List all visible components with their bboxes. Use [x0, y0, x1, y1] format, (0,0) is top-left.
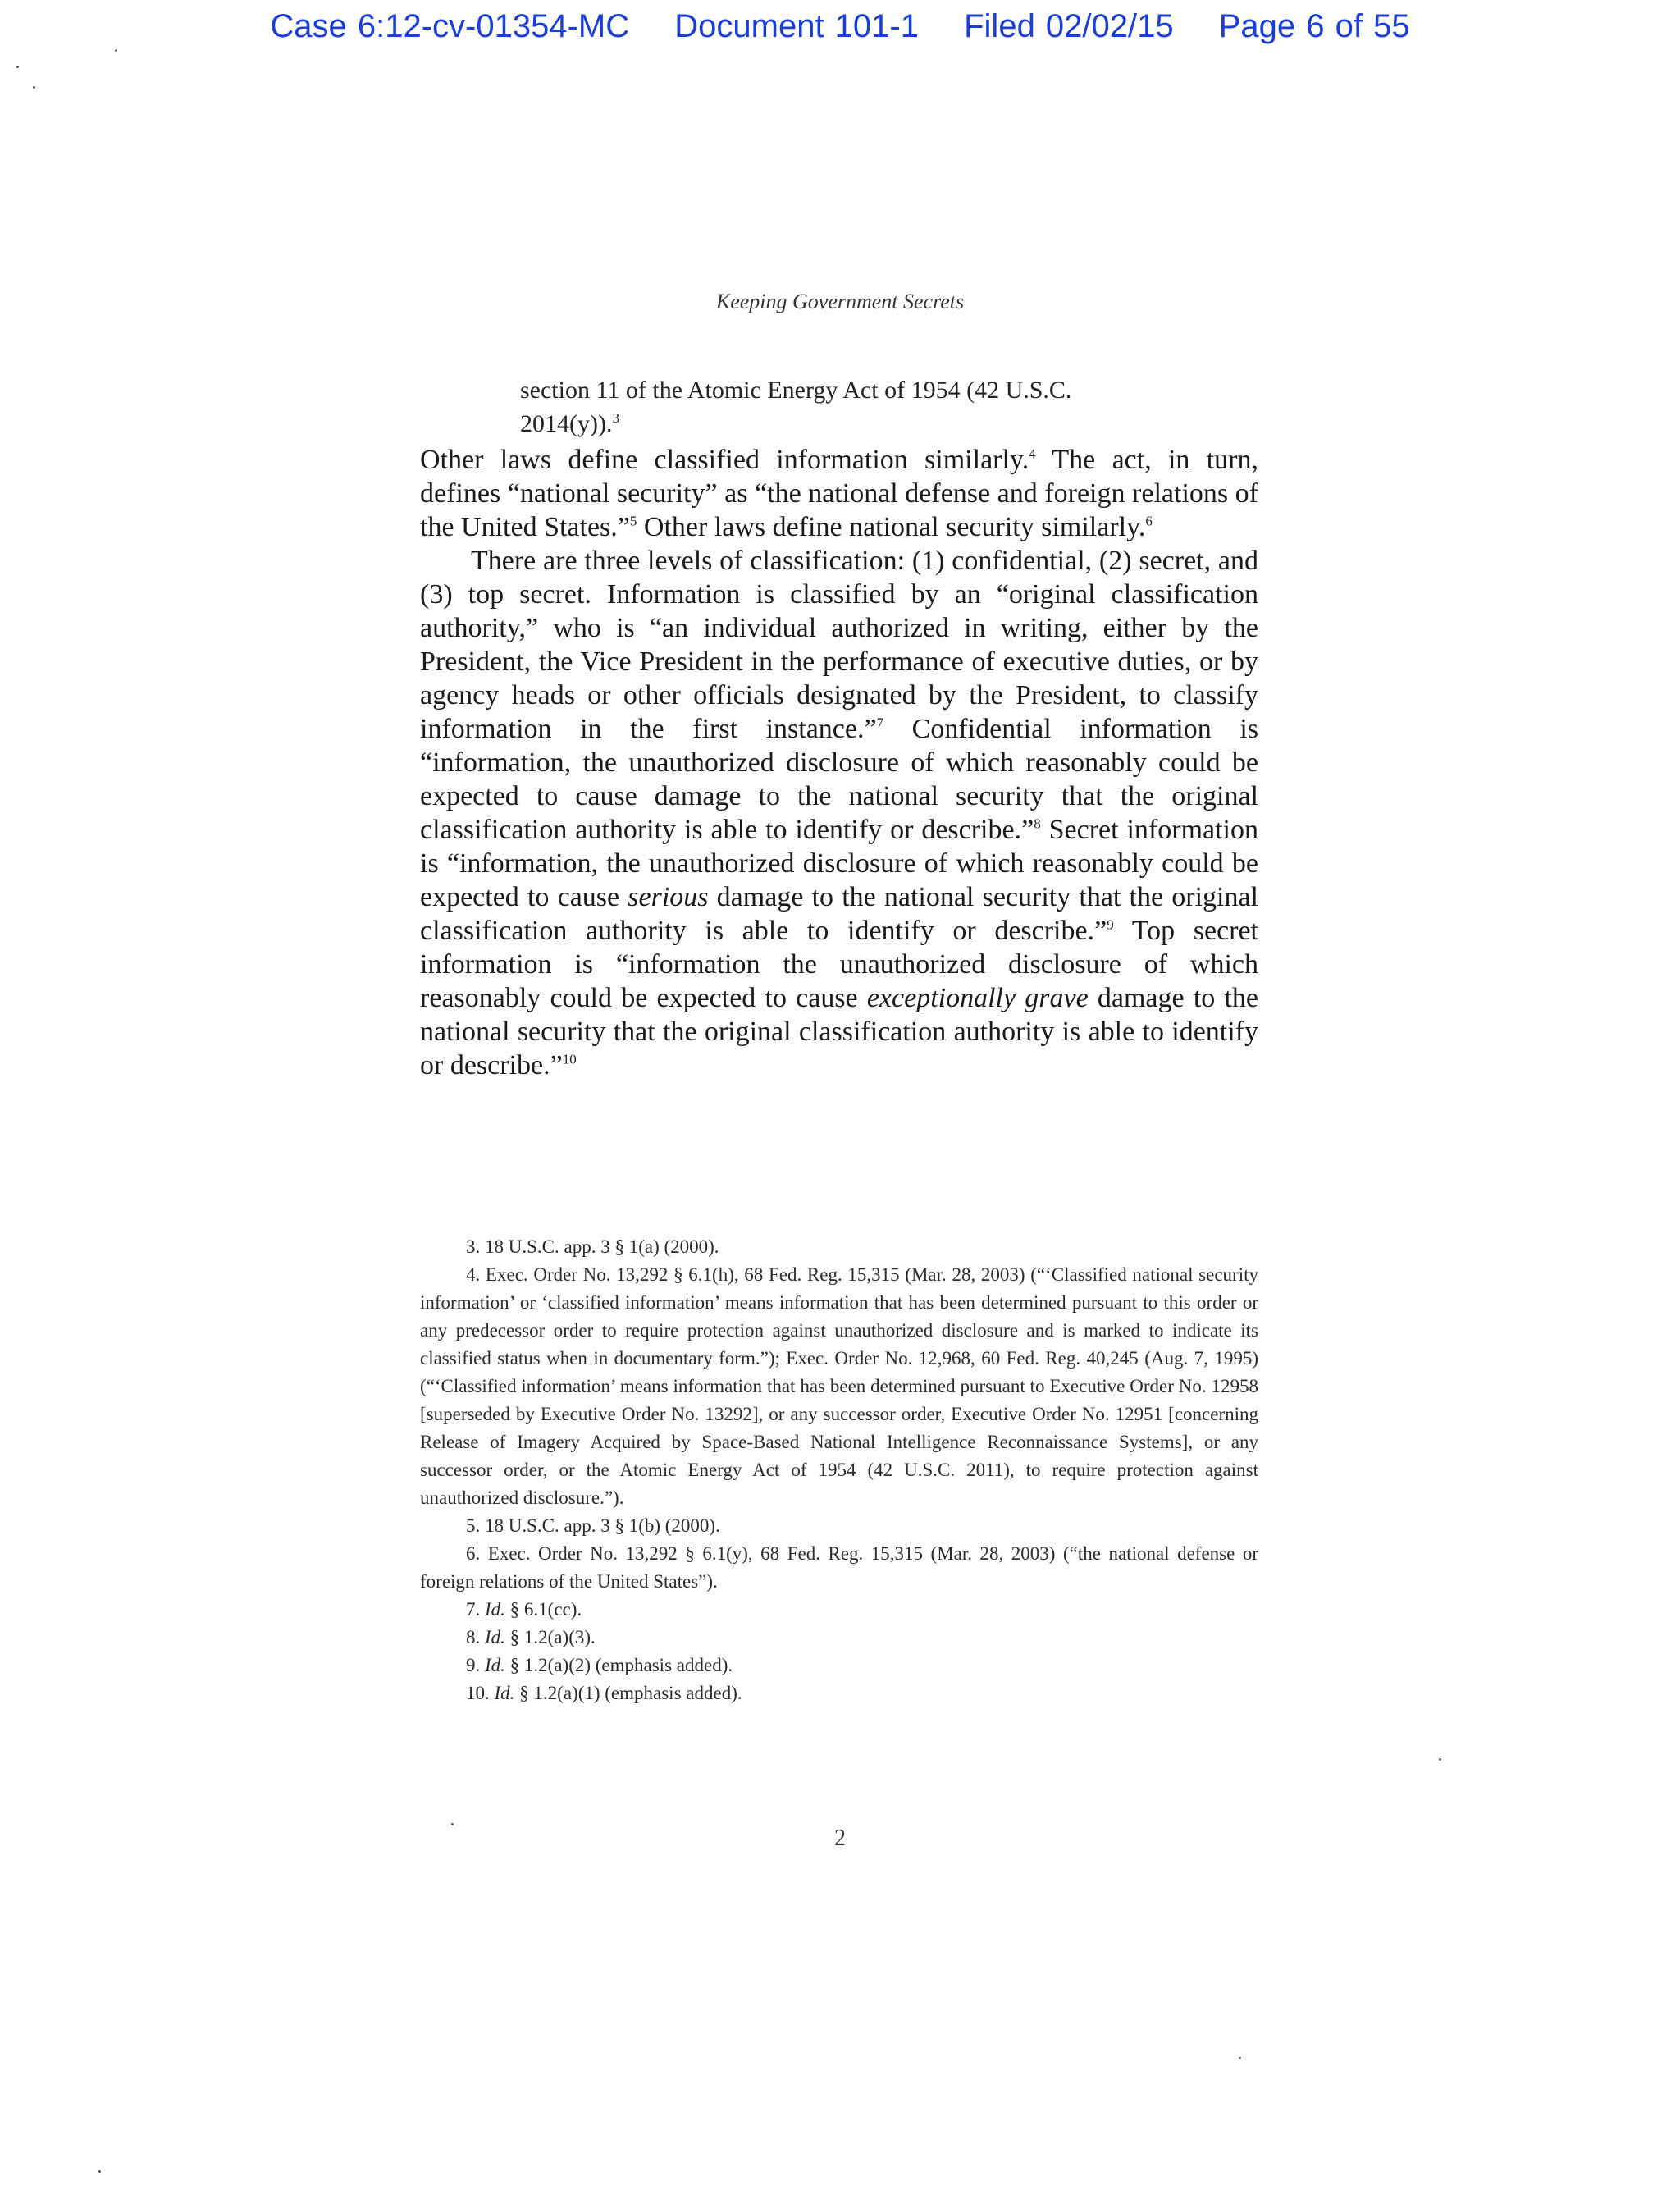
footnote-ref: 6 — [1145, 513, 1153, 529]
sentence: Secret information is “information, the unauthorized disclosure of which reasonably could be expected to cause — [420, 815, 1258, 912]
scan-speck — [98, 2170, 101, 2173]
scan-speck — [16, 66, 19, 68]
scan-speck — [115, 49, 117, 52]
case-number: Case 6:12-cv-01354-MC — [270, 8, 630, 44]
page-count: Page 6 of 55 — [1218, 8, 1410, 44]
footnote-ref: 3 — [612, 410, 619, 426]
id-citation: Id. — [485, 1627, 505, 1647]
footnote-number: 7. — [466, 1599, 485, 1620]
footnote-4: 4. Exec. Order No. 13,292 § 6.1(h), 68 Fed. Reg. 15,315 (Mar. 28, 2003) (“‘Classified national security information’ or ‘classified information’ means information that has been determined pursuant to this order or any predecessor order to require protection against unauthorized disclosure and is marked to indicate its classified status when in documentary form.”); Exec. Order No. 12,968, 60 Fed. Reg. 40,245 (Aug. 7, 1995) (“‘Classified information’ means information that has been determined pursuant to Executive Order No. 12958 [superseded by Executive Order No. 13292], or any successor order, Executive Order No. 12951 [concerning Release of Imagery Acquired by Space-Based National Intelligence Reconnaissance Systems], or any successor order, or the Atomic Energy Act of 1954 (42 U.S.C. 2011), to require protection against unauthorized disclosure.”). — [420, 1264, 1258, 1508]
footnote-number: 9. — [466, 1655, 485, 1675]
footnote-5: 5. 18 U.S.C. app. 3 § 1(b) (2000). — [466, 1515, 720, 1536]
sentence: Other laws define national security similarly. — [637, 512, 1146, 542]
sentence: Top secret information is “information the unauthorized disclosure of which reasonably could be expected to cause — [420, 916, 1258, 1013]
sentence: Other laws define classified information similarly. — [420, 445, 1029, 475]
footnote-10 — [420, 1679, 1258, 1707]
footnote-8 — [420, 1624, 1258, 1652]
body-text — [420, 443, 1258, 1082]
footnote-number: 10. — [466, 1683, 495, 1703]
id-citation: Id. — [494, 1683, 515, 1703]
footnote-7 — [420, 1596, 1258, 1624]
running-head: Keeping Government Secrets — [715, 290, 965, 313]
footnote-ref: 9 — [1107, 916, 1114, 933]
footnote-text: § 6.1(cc). — [504, 1599, 582, 1620]
footnote-ref: 8 — [1034, 816, 1041, 832]
sentence: Confidential information is “information, the unauthorized disclosure of which reasonably could be expected to cause damage to the national security that the original classification authority is able to identify or describe.” — [420, 714, 1258, 845]
footnote-9 — [420, 1652, 1258, 1679]
footnote-ref: 7 — [876, 715, 884, 731]
filed-date: Filed 02/02/15 — [964, 8, 1174, 44]
emphasis-serious: serious — [628, 882, 709, 912]
scan-speck — [33, 86, 35, 89]
scan-speck — [1439, 1758, 1441, 1761]
scan-speck — [1239, 2057, 1241, 2059]
footnote-text: § 1.2(a)(3). — [504, 1627, 596, 1647]
footnote-ref: 4 — [1029, 446, 1036, 462]
block-quote — [520, 373, 1176, 441]
footnote-number: 8. — [466, 1627, 485, 1647]
footnote-ref: 10 — [562, 1051, 577, 1067]
court-filing-stamp — [0, 8, 1680, 45]
block-quote-text: section 11 of the Atomic Energy Act of 1954 (42 U.S.C. 2014(y)). — [520, 377, 1072, 437]
paragraph-2 — [420, 544, 1258, 1082]
footnote-text: § 1.2(a)(2) (emphasis added). — [504, 1655, 733, 1675]
sentence: damage to the national security that the original classification authority is able to identify or describe.” — [420, 882, 1259, 946]
sentence: There are three levels of classification: (1) confidential, (2) secret, and (3) top secret. Information is classified by an “original classification authority,” who is “an individual authorized in writing, either by the President, the Vice President in the performance of executive duties, or by agency heads or other officials designated by the President, to classify information in the first instance.” — [420, 546, 1258, 744]
emphasis-exceptionally-grave: exceptionally grave — [866, 983, 1089, 1013]
footnote-3: 3. 18 U.S.C. app. 3 § 1(a) (2000). — [466, 1236, 719, 1257]
sentence: The act, in turn, defines “national security” as “the national defense and foreign relations of the United States.” — [420, 445, 1258, 542]
id-citation: Id. — [485, 1655, 505, 1675]
footnotes — [420, 1233, 1258, 1707]
footnote-text: § 1.2(a)(1) (emphasis added). — [514, 1683, 742, 1703]
footnote-ref: 5 — [629, 513, 637, 529]
document-number: Document 101-1 — [674, 8, 919, 44]
paragraph-1 — [420, 443, 1258, 544]
page-number: 2 — [834, 1825, 846, 1851]
footnote-6: 6. Exec. Order No. 13,292 § 6.1(y), 68 Fed. Reg. 15,315 (Mar. 28, 2003) (“the national defense or foreign relations of the United States”). — [420, 1543, 1258, 1592]
scan-speck — [451, 1823, 454, 1825]
sentence: damage to the national security that the original classification authority is able to identify or describe.” — [420, 983, 1258, 1081]
id-citation: Id. — [485, 1599, 505, 1620]
